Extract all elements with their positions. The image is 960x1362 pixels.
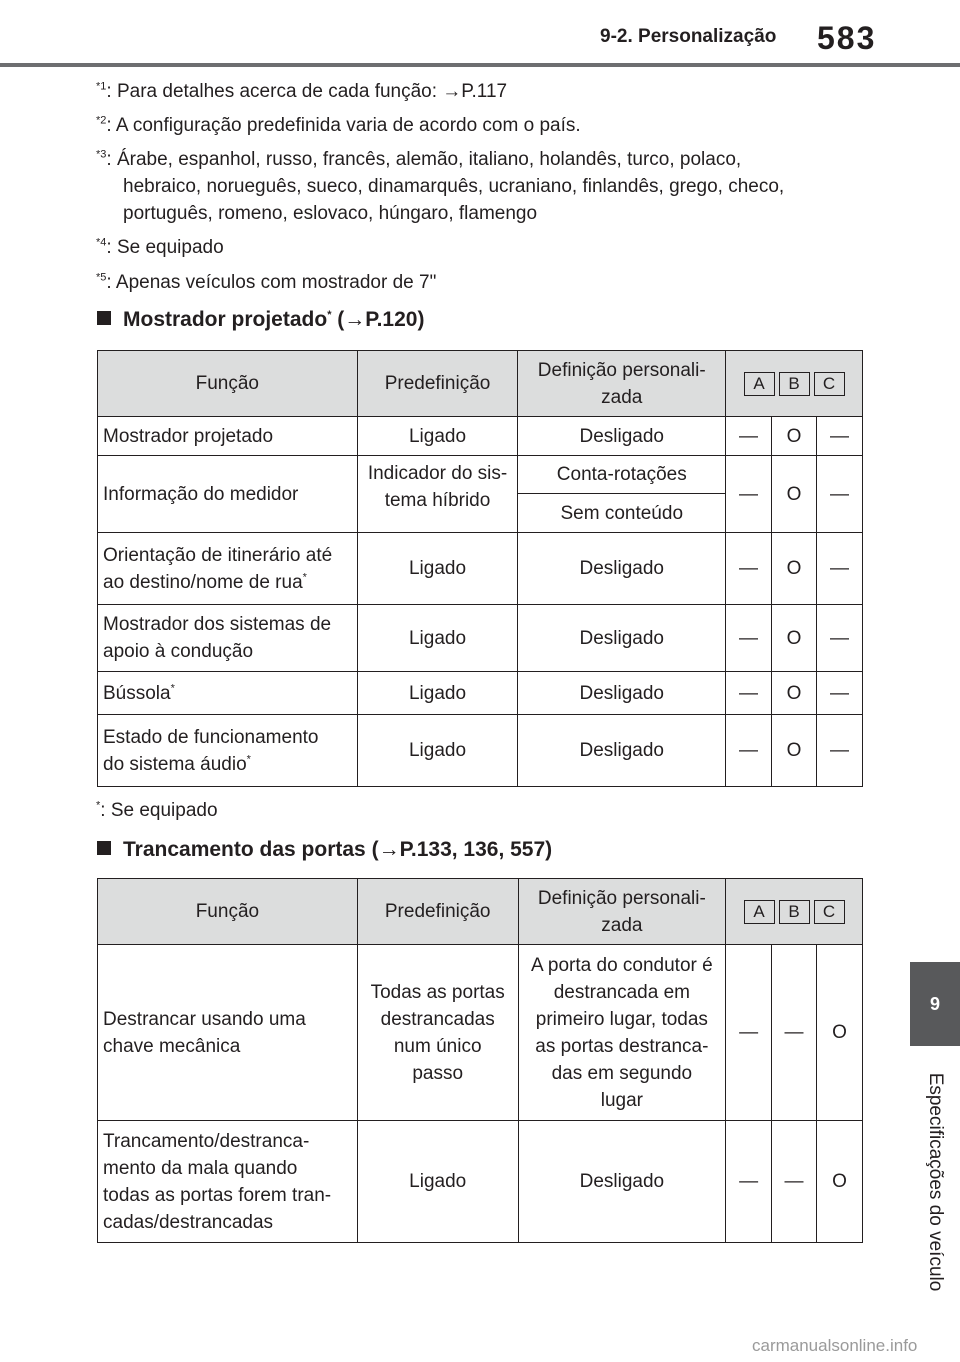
table-cell: Trancamento/destranca- mento da mala quando todas as portas forem tran- cadas/destrancadas: [98, 1121, 358, 1243]
table-cell: —: [726, 456, 772, 533]
table-cell: Conta-rotações: [518, 456, 726, 494]
note-4: $^{*4}$: Se equipado: [96, 236, 224, 258]
table-cell: Informação do medidor: [98, 456, 358, 533]
table-cell: —: [726, 533, 772, 605]
header-funcao: Função: [98, 351, 358, 417]
table-cell: —: [772, 945, 817, 1121]
table-cell: Estado de funcionamento do sistema áudio*: [98, 715, 358, 787]
table-cell: Mostrador projetado: [98, 417, 358, 456]
table-cell: Ligado: [357, 605, 518, 672]
table-cell: —: [816, 417, 862, 456]
header-funcao: Função: [98, 879, 358, 945]
table-cell: O: [772, 672, 817, 715]
box-c: C: [814, 372, 845, 396]
table-row: [98, 945, 863, 1121]
page-number: 583: [817, 20, 877, 56]
table-cell: A porta do condutor é destrancada em primeiro lugar, todas as portas destranca- das em segundo lugar: [518, 945, 726, 1121]
table-cell: —: [816, 605, 862, 672]
section-title-trancamento: Trancamento das portas (→P.133, 136, 557): [97, 838, 552, 862]
table-cell: Destrancar usando uma chave mecânica: [98, 945, 358, 1121]
table-cell: —: [816, 456, 862, 533]
note-5: $^{*5}$: Apenas veículos com mostrador de 7": [96, 271, 437, 293]
table-cell: —: [726, 417, 772, 456]
table-cell: O: [817, 945, 863, 1121]
table-cell: Ligado: [357, 1121, 518, 1243]
table-cell: Desligado: [518, 533, 726, 605]
table-cell: Indicador do sis- tema híbrido: [357, 456, 518, 533]
table-row: [98, 605, 863, 672]
table-cell: Ligado: [357, 533, 518, 605]
table-cell: O: [772, 456, 817, 533]
table-cell: —: [726, 1121, 772, 1243]
header-divider: [0, 63, 960, 67]
table-cell: Sem conteúdo: [518, 494, 726, 533]
table-cell: O: [772, 715, 817, 787]
header-predefinicao: Predefinição: [357, 879, 518, 945]
table-header-row: [98, 351, 863, 417]
table-cell: —: [726, 672, 772, 715]
note-1: $^{*1}$: Para detalhes acerca de cada função: →P.117: [96, 80, 508, 102]
header-definicao: Definição personali- zada: [518, 351, 726, 417]
chapter-tab: [910, 962, 960, 1046]
table-cell: Mostrador dos sistemas de apoio à condução: [98, 605, 358, 672]
table-cell: O: [772, 605, 817, 672]
table-header-row: [98, 879, 863, 945]
table-cell: Desligado: [518, 715, 726, 787]
table-row: [98, 417, 863, 456]
chapter-side-label: Especificações do veículo: [925, 1072, 946, 1292]
chapter-number: 9: [929, 993, 940, 1014]
watermark: carmanualsonline.info: [752, 1336, 918, 1355]
table-cell: Desligado: [518, 672, 726, 715]
table-cell: Ligado: [357, 672, 518, 715]
table-cell: Desligado: [518, 605, 726, 672]
table-cell: —: [816, 533, 862, 605]
bullet-square-icon: [97, 311, 111, 325]
table-row: [98, 715, 863, 787]
section-title-mostrador: Mostrador projetado* (→P.120): [97, 308, 424, 332]
header-definicao: Definição personali- zada: [518, 879, 726, 945]
table-cell: —: [816, 715, 862, 787]
table-cell: —: [726, 715, 772, 787]
section-header-title: 9-2. Personalização: [600, 26, 777, 47]
box-c: C: [814, 900, 845, 924]
box-b: B: [779, 372, 810, 396]
table-trancamento-portas: [97, 878, 863, 1243]
table-row: [98, 456, 863, 494]
table-cell: Desligado: [518, 1121, 726, 1243]
table-cell: —: [772, 1121, 817, 1243]
table-cell: —: [816, 672, 862, 715]
table-cell: —: [726, 945, 772, 1121]
table-cell: O: [772, 417, 817, 456]
table-cell: Ligado: [357, 417, 518, 456]
table-cell: Desligado: [518, 417, 726, 456]
table-row: [98, 1121, 863, 1243]
table-cell: Ligado: [357, 715, 518, 787]
note-2: $^{*2}$: A configuração predefinida varia de acordo com o país.: [96, 114, 581, 136]
header-abc: [726, 879, 863, 945]
box-a: A: [744, 900, 775, 924]
table-mostrador-projetado: [97, 350, 863, 787]
header-abc: [726, 351, 863, 417]
table-row: [98, 533, 863, 605]
box-a: A: [744, 372, 775, 396]
table-cell: Bússola*: [98, 672, 358, 715]
table-footnote: *: Se equipado: [96, 799, 218, 821]
table-cell: O: [772, 533, 817, 605]
table-cell: O: [817, 1121, 863, 1243]
note-3: $^{*3}$: Árabe, espanhol, russo, francês, alemão, italiano, holandês, turco, polaco, hebraico, norueguês, sueco, dinamarquês, ucraniano, finlandês, grego, checo, português, romeno, eslovaco, húngaro, flamengo: [96, 148, 785, 224]
table-cell: Orientação de itinerário até ao destino/nome de rua*: [98, 533, 358, 605]
table-cell: —: [726, 605, 772, 672]
box-b: B: [779, 900, 810, 924]
header-predefinicao: Predefinição: [357, 351, 518, 417]
table-cell: Todas as portas destrancadas num único passo: [357, 945, 518, 1121]
table-row: [98, 672, 863, 715]
bullet-square-icon: [97, 841, 111, 855]
